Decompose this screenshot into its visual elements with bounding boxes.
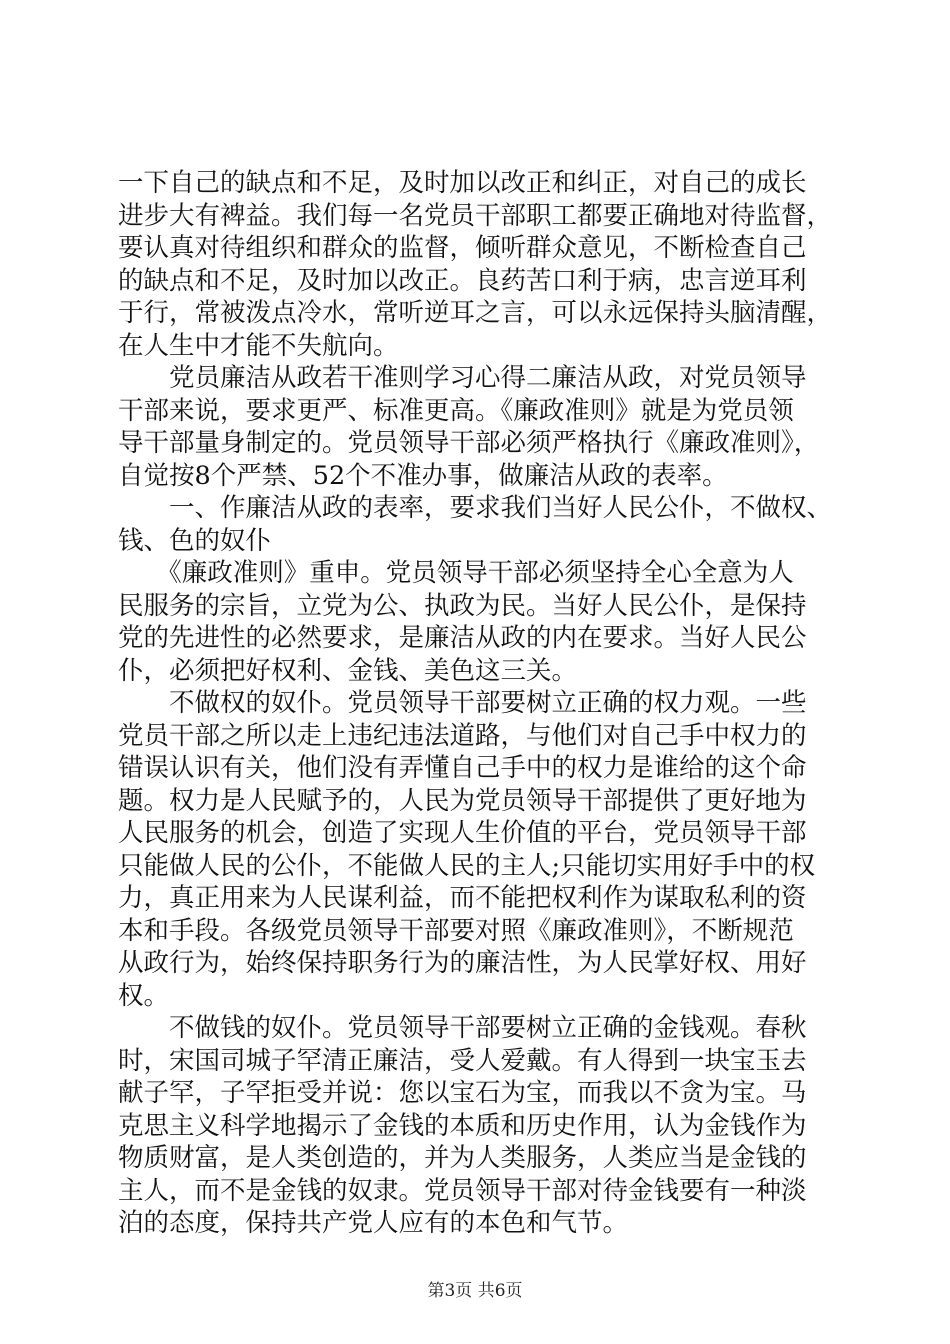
text-line: 题。权力是人民赋予的，人民为党员领导干部提供了更好地为 bbox=[118, 785, 807, 816]
text-line: 《廉政准则》重申。党员领导干部必须坚持全心全意为人 bbox=[118, 558, 794, 588]
text-line: 错误认识有关，他们没有弄懂自己手中的权力是谁给的这个命 bbox=[118, 753, 807, 783]
text-line: 在人生中才能不失航向。 bbox=[118, 330, 399, 361]
document-body bbox=[118, 167, 858, 1240]
text-line: 自觉按8个严禁、52个不准办事，做廉洁从政的表率。 bbox=[118, 460, 728, 491]
text-line: 仆，必须把好权利、金钱、美色这三关。 bbox=[118, 655, 578, 686]
text-line: 不做权的奴仆。党员领导干部要树立正确的权力观。一些 bbox=[118, 688, 807, 718]
text-line: 党员干部之所以走上违纪违法道路，与他们对自己手中权力的 bbox=[118, 720, 807, 751]
text-line: 一、作廉洁从政的表率，要求我们当好人民公仆，不做权、 bbox=[118, 493, 833, 523]
text-line: 一下自己的缺点和不足，及时加以改正和纠正，对自己的成长 bbox=[118, 168, 807, 198]
text-line: 献子罕，子罕拒受并说：您以宝石为宝，而我以不贪为宝。马 bbox=[118, 1078, 807, 1108]
text-line: 权。 bbox=[118, 980, 170, 1011]
text-line: 进步大有裨益。我们每一名党员干部职工都要正确地对待监督， bbox=[118, 200, 833, 231]
text-line: 民服务的宗旨，立党为公、执政为民。当好人民公仆，是保持 bbox=[118, 590, 807, 621]
text-line: 于行，常被泼点冷水，常听逆耳之言，可以永远保持头脑清醒， bbox=[118, 298, 833, 328]
text-line: 力，真正用来为人民谋利益，而不能把权利作为谋取私利的资 bbox=[118, 883, 807, 913]
text-line: 主人，而不是金钱的奴隶。党员领导干部对待金钱要有一种淡 bbox=[118, 1175, 807, 1206]
text-line: 钱、色的奴仆 bbox=[118, 525, 272, 556]
text-line: 要认真对待组织和群众的监督，倾听群众意见，不断检查自己 bbox=[118, 233, 807, 263]
text-line: 克思主义科学地揭示了金钱的本质和历史作用，认为金钱作为 bbox=[118, 1110, 807, 1141]
text-line: 本和手段。各级党员领导干部要对照《廉政准则》，不断规范 bbox=[118, 915, 794, 946]
text-line: 从政行为，始终保持职务行为的廉洁性，为人民掌好权、用好 bbox=[118, 948, 807, 978]
text-line: 党的先进性的必然要求，是廉洁从政的内在要求。当好人民公 bbox=[118, 623, 807, 653]
text-line: 人民服务的机会，创造了实现人生价值的平台，党员领导干部 bbox=[118, 818, 807, 848]
text-line: 时，宋国司城子罕清正廉洁，受人爱戴。有人得到一块宝玉去 bbox=[118, 1045, 807, 1076]
text-line: 不做钱的奴仆。党员领导干部要树立正确的金钱观。春秋 bbox=[118, 1013, 807, 1043]
page-footer: 第3页 共6页 bbox=[427, 1281, 523, 1301]
text-line: 导干部量身制定的。党员领导干部必须严格执行《廉政准则》， bbox=[118, 428, 820, 458]
text-line: 党员廉洁从政若干准则学习心得二廉洁从政，对党员领导 bbox=[118, 363, 807, 393]
text-line: 干部来说，要求更严、标准更高。《廉政准则》就是为党员领 bbox=[118, 395, 794, 426]
text-line: 只能做人民的公仆，不能做人民的主人;只能切实用好手中的权 bbox=[118, 850, 816, 881]
text-line: 泊的态度，保持共产党人应有的本色和气节。 bbox=[118, 1208, 629, 1238]
text-line: 物质财富，是人类创造的，并为人类服务，人类应当是金钱的 bbox=[118, 1143, 807, 1173]
text-line: 的缺点和不足，及时加以改正。良药苦口利于病，忠言逆耳利 bbox=[118, 265, 807, 296]
